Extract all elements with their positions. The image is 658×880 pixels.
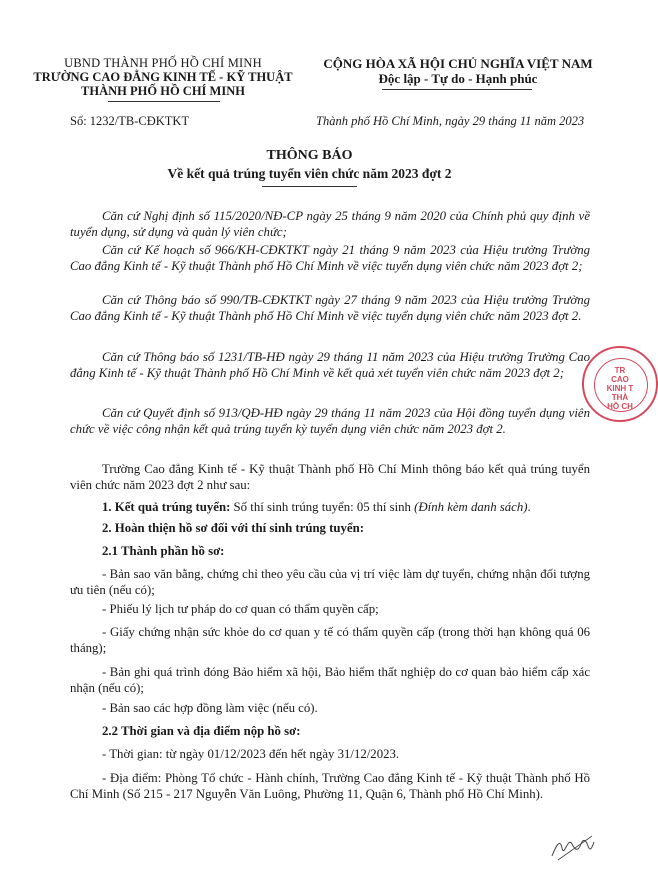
document-item-4: - Bản ghi quá trình đóng Bảo hiểm xã hội, Bảo hiểm thất nghiệp do cơ quan bảo hiểm cấp xác nhận (nếu có); — [70, 665, 590, 695]
motto-underline — [382, 89, 532, 90]
section-1-end: . — [527, 500, 531, 514]
subtitle-underline — [262, 186, 357, 187]
issuing-organization — [28, 56, 298, 98]
document-title: THÔNG BÁO — [266, 148, 353, 163]
document-item-2: - Phiếu lý lịch tư pháp do cơ quan có thẩm quyền cấp; — [102, 602, 379, 616]
nation-name: CỘNG HÒA XÃ HỘI CHỦ NGHĨA VIỆT NAM — [323, 56, 593, 71]
submission-place: - Địa điểm: Phòng Tổ chức - Hành chính, Trường Cao đẳng Kinh tế - Kỹ thuật Thành phố Hồ Chí Minh (Số 215 - 217 Nguyễn Văn Luông, Phường 11, Quận 6, Thành phố Hồ Chí Minh). — [70, 771, 590, 801]
national-header — [312, 56, 604, 87]
seal-text: TR CAO KINH T THÀ HỒ CH — [606, 366, 634, 411]
section-1-note: (Đính kèm danh sách) — [414, 500, 528, 514]
intro-paragraph: Trường Cao đẳng Kinh tế - Kỹ thuật Thành phố Hồ Chí Minh thông báo kết quả trúng tuyển viên chức năm 2023 đợt 2 như sau: — [70, 462, 590, 492]
official-seal — [582, 346, 658, 422]
section-2-2-heading: 2.2 Thời gian và địa điểm nộp hồ sơ: — [102, 724, 301, 738]
legal-basis-3: Căn cứ Thông báo số 990/TB-CĐKTKT ngày 27 tháng 9 năm 2023 của Hiệu trưởng Trường Cao đẳng Kinh tế - Kỹ thuật Thành phố Hồ Chí Minh về việc tuyển dụng viên chức năm 2023 đợt 2. — [70, 293, 590, 323]
document-date: Thành phố Hồ Chí Minh, ngày 29 tháng 11 năm 2023 — [316, 114, 585, 128]
section-2-1-heading: 2.1 Thành phần hồ sơ: — [102, 544, 225, 558]
org-line-1: UBND THÀNH PHỐ HỒ CHÍ MINH — [64, 56, 262, 70]
section-1 — [70, 499, 590, 515]
section-2-heading: 2. Hoàn thiện hồ sơ đối với thí sinh trúng tuyển: — [102, 521, 364, 535]
legal-basis-5: Căn cứ Quyết định số 913/QĐ-HĐ ngày 29 tháng 11 năm 2023 của Hội đồng tuyển dụng viên chức về việc công nhận kết quả trúng tuyển kỳ tuyển dụng viên chức năm 2023 đợt 2. — [70, 406, 590, 436]
document-item-5: - Bản sao các hợp đồng làm việc (nếu có). — [102, 701, 318, 715]
signature-mark — [548, 826, 598, 866]
document-item-1: - Bản sao văn bằng, chứng chỉ theo yêu cầu của vị trí việc làm dự tuyển, chứng nhận đối tượng ưu tiên (nếu có); — [70, 567, 590, 597]
org-underline — [108, 101, 220, 102]
document-item-3: - Giấy chứng nhận sức khỏe do cơ quan y tế có thẩm quyền cấp (trong thời hạn không quá 06 tháng); — [70, 625, 590, 655]
submission-time: - Thời gian: từ ngày 01/12/2023 đến hết ngày 31/12/2023. — [102, 747, 400, 761]
org-line-3: THÀNH PHỐ HỒ CHÍ MINH — [81, 84, 245, 98]
org-line-2: TRƯỜNG CAO ĐẲNG KINH TẾ - KỸ THUẬT — [33, 70, 293, 84]
legal-basis-2: Căn cứ Kế hoạch số 966/KH-CĐKTKT ngày 21 tháng 9 năm 2023 của Hiệu trưởng Trường Cao đẳng Kinh tế - Kỹ thuật Thành phố Hồ Chí Minh về việc tuyển dụng viên chức năm 2023 đợt 2; — [70, 243, 590, 273]
legal-basis-4: Căn cứ Thông báo số 1231/TB-HĐ ngày 29 tháng 11 năm 2023 của Hiệu trưởng Trường Cao đẳng Kinh tế - Kỹ thuật Thành phố Hồ Chí Minh về kết quả xét tuyển viên chức năm 2023 đợt 2; — [70, 350, 590, 380]
national-motto: Độc lập - Tự do - Hạnh phúc — [378, 71, 538, 86]
section-1-heading: 1. Kết quả trúng tuyển: — [102, 500, 231, 514]
document-subtitle: Về kết quả trúng tuyển viên chức năm 2023 đợt 2 — [167, 166, 452, 181]
section-1-text: Số thí sinh trúng tuyển: 05 thí sinh — [230, 500, 415, 514]
legal-basis-1: Căn cứ Nghị định số 115/2020/NĐ-CP ngày 25 tháng 9 năm 2020 của Chính phủ quy định về tuyển dụng, sử dụng và quản lý viên chức; — [70, 209, 590, 239]
document-number: Số: 1232/TB-CĐKTKT — [70, 114, 190, 128]
